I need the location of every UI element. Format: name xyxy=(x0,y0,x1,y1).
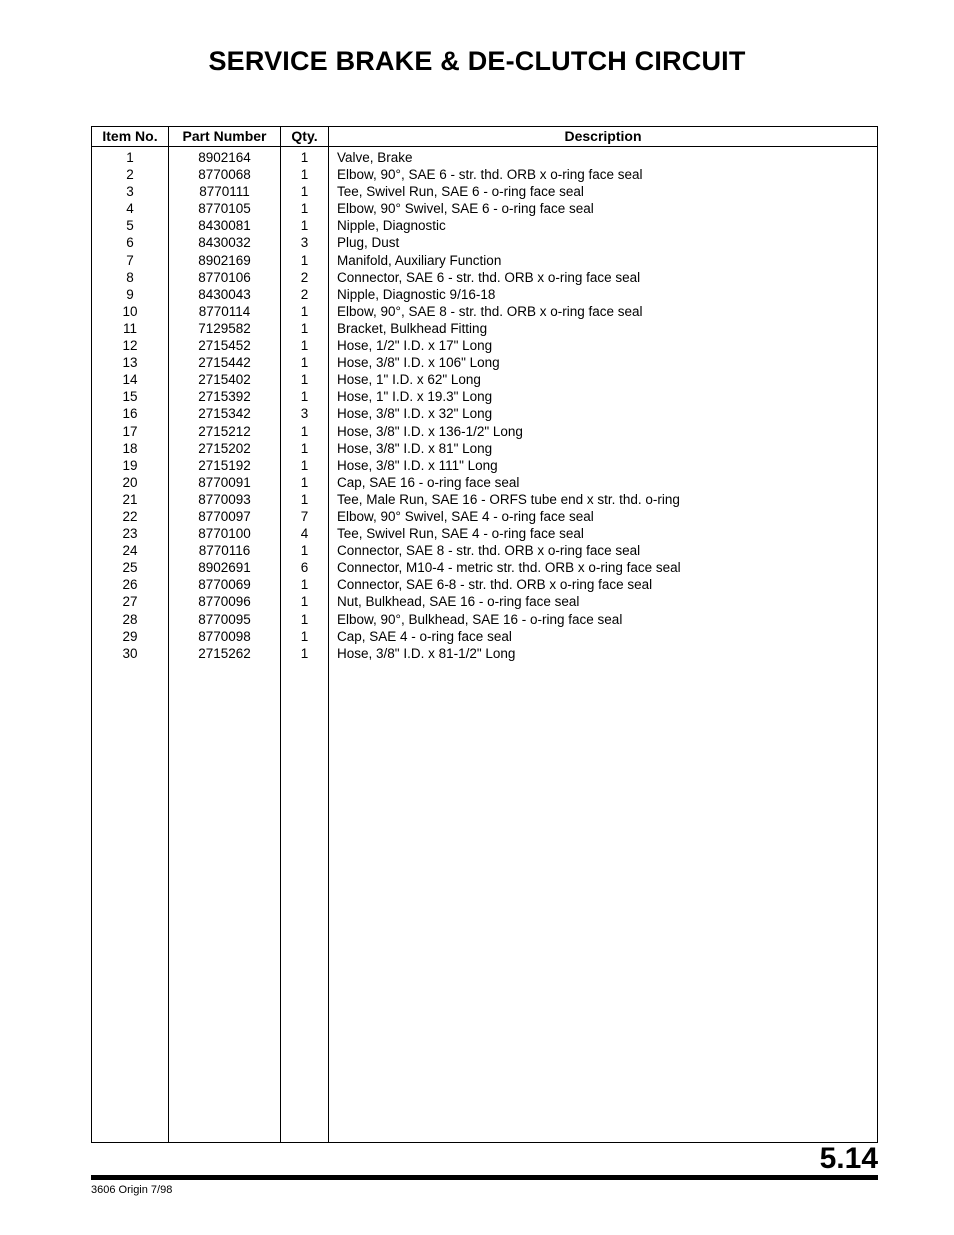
description: Hose, 3/8" I.D. x 136-1/2" Long xyxy=(337,423,523,439)
quantity: 1 xyxy=(300,218,309,234)
part-number: 8770106 xyxy=(198,269,251,285)
description: Hose, 1" I.D. x 19.3" Long xyxy=(337,389,493,405)
part-number: 2715192 xyxy=(198,457,251,473)
part-number: 7129582 xyxy=(198,320,251,336)
description: Hose, 3/8" I.D. x 106" Long xyxy=(337,355,500,371)
item-number: 15 xyxy=(122,389,138,405)
quantity: 1 xyxy=(300,491,309,507)
description: Nipple, Diagnostic 9/16-18 xyxy=(337,286,496,302)
item-number: 19 xyxy=(122,457,138,473)
item-number: 6 xyxy=(126,235,134,251)
quantity: 1 xyxy=(300,355,309,371)
part-number: 2715262 xyxy=(198,645,251,661)
table-row xyxy=(92,354,877,371)
part-number: 8770114 xyxy=(198,303,251,319)
item-number: 14 xyxy=(122,372,138,388)
table-row xyxy=(92,525,877,542)
description: Valve, Brake xyxy=(337,150,413,165)
table-row xyxy=(92,491,877,508)
header-item-no: Item No. xyxy=(102,128,158,144)
part-number: 8770068 xyxy=(198,167,251,183)
header-description: Description xyxy=(564,128,642,144)
quantity: 1 xyxy=(300,167,309,183)
part-number: 2715402 xyxy=(198,372,251,388)
item-number: 21 xyxy=(122,491,138,507)
part-number: 2715442 xyxy=(198,355,251,371)
description: Hose, 1/2" I.D. x 17" Long xyxy=(337,338,493,354)
table-row xyxy=(92,611,877,628)
description: Connector, SAE 6-8 - str. thd. ORB x o-ring face seal xyxy=(337,577,653,593)
item-number: 9 xyxy=(126,286,134,302)
item-number: 26 xyxy=(122,577,138,593)
part-number: 8770096 xyxy=(198,594,251,610)
table-row xyxy=(92,303,877,320)
item-number: 22 xyxy=(122,508,138,524)
part-number: 8902169 xyxy=(198,252,251,268)
item-number: 5 xyxy=(126,218,134,234)
header-qty: Qty. xyxy=(291,128,318,144)
quantity: 7 xyxy=(300,508,309,524)
quantity: 1 xyxy=(300,184,309,200)
table-row xyxy=(92,593,877,610)
part-number: 8770093 xyxy=(198,491,251,507)
item-number: 29 xyxy=(122,628,138,644)
item-number: 12 xyxy=(122,338,138,354)
description: Cap, SAE 4 - o-ring face seal xyxy=(337,628,512,644)
table-row xyxy=(92,474,877,491)
description: Manifold, Auxiliary Function xyxy=(337,252,502,268)
description: Connector, SAE 6 - str. thd. ORB x o-ring face seal xyxy=(337,269,641,285)
description: Hose, 3/8" I.D. x 81" Long xyxy=(337,440,493,456)
description: Cap, SAE 16 - o-ring face seal xyxy=(337,474,520,490)
quantity: 3 xyxy=(300,406,309,422)
table-row xyxy=(92,628,877,645)
quantity: 1 xyxy=(300,474,309,490)
item-number: 30 xyxy=(122,645,138,661)
part-number: 8430032 xyxy=(198,235,251,251)
quantity: 4 xyxy=(300,526,309,542)
footer-rule xyxy=(91,1175,878,1180)
item-number: 27 xyxy=(122,594,138,610)
description: Nipple, Diagnostic xyxy=(337,218,446,234)
table-row xyxy=(92,200,877,217)
part-number: 8770095 xyxy=(198,611,251,627)
quantity: 1 xyxy=(300,303,309,319)
table-row xyxy=(92,234,877,251)
item-number: 1 xyxy=(126,150,134,165)
part-number: 8430081 xyxy=(198,218,251,234)
part-number: 2715392 xyxy=(198,389,251,405)
table-row xyxy=(92,559,877,576)
table-row xyxy=(92,371,877,388)
header-part-number: Part Number xyxy=(182,128,267,144)
table-row xyxy=(92,337,877,354)
quantity: 3 xyxy=(300,235,309,251)
part-number: 8770105 xyxy=(198,201,251,217)
item-number: 18 xyxy=(122,440,138,456)
table-row xyxy=(92,183,877,200)
description: Bracket, Bulkhead Fitting xyxy=(337,320,488,336)
part-number: 8770098 xyxy=(198,628,251,644)
table-row xyxy=(92,269,877,286)
part-number: 8770100 xyxy=(198,526,251,542)
table-header xyxy=(92,127,877,147)
quantity: 1 xyxy=(300,628,309,644)
item-number: 24 xyxy=(122,543,138,559)
item-number: 17 xyxy=(122,423,138,439)
item-number: 7 xyxy=(126,252,134,268)
description: Elbow, 90°, SAE 6 - str. thd. ORB x o-ring face seal xyxy=(337,167,643,183)
description: Tee, Male Run, SAE 16 - ORFS tube end x str. thd. o-ring xyxy=(337,491,680,507)
table-row xyxy=(92,252,877,269)
quantity: 1 xyxy=(300,252,309,268)
description: Elbow, 90° Swivel, SAE 4 - o-ring face seal xyxy=(337,508,594,524)
item-number: 28 xyxy=(122,611,138,627)
quantity: 1 xyxy=(300,611,309,627)
description: Elbow, 90°, SAE 8 - str. thd. ORB x o-ring face seal xyxy=(337,303,643,319)
description: Hose, 3/8" I.D. x 32" Long xyxy=(337,406,493,422)
table-row xyxy=(92,423,877,440)
table-row xyxy=(92,440,877,457)
quantity: 1 xyxy=(300,389,309,405)
part-number: 2715212 xyxy=(198,423,251,439)
item-number: 4 xyxy=(126,201,134,217)
description: Plug, Dust xyxy=(337,235,400,251)
table-row xyxy=(92,166,877,183)
description: Connector, M10-4 - metric str. thd. ORB x o-ring face seal xyxy=(337,560,681,576)
item-number: 10 xyxy=(122,303,138,319)
part-number: 8902691 xyxy=(198,560,251,576)
quantity: 1 xyxy=(300,372,309,388)
part-number: 2715452 xyxy=(198,338,251,354)
table-row xyxy=(92,217,877,234)
item-number: 20 xyxy=(122,474,138,490)
quantity: 1 xyxy=(300,645,309,661)
description: Hose, 3/8" I.D. x 111" Long xyxy=(337,457,498,473)
quantity: 1 xyxy=(300,543,309,559)
description: Elbow, 90° Swivel, SAE 6 - o-ring face seal xyxy=(337,201,594,217)
table-row xyxy=(92,286,877,303)
quantity: 2 xyxy=(300,286,309,302)
table-row xyxy=(92,320,877,337)
part-number: 8770069 xyxy=(198,577,251,593)
description: Tee, Swivel Run, SAE 4 - o-ring face seal xyxy=(337,526,584,542)
footer-text: 3606 Origin 7/98 xyxy=(91,1184,173,1196)
table-row xyxy=(92,405,877,422)
quantity: 1 xyxy=(300,338,309,354)
table-row xyxy=(92,508,877,525)
part-number: 8770091 xyxy=(198,474,251,490)
description: Connector, SAE 8 - str. thd. ORB x o-ring face seal xyxy=(337,543,641,559)
item-number: 13 xyxy=(122,355,138,371)
quantity: 1 xyxy=(300,423,309,439)
quantity: 1 xyxy=(300,457,309,473)
quantity: 1 xyxy=(300,440,309,456)
table-row xyxy=(92,457,877,474)
table-row xyxy=(92,542,877,559)
part-number: 8770097 xyxy=(198,508,251,524)
description: Tee, Swivel Run, SAE 6 - o-ring face seal xyxy=(337,184,584,200)
part-number: 2715342 xyxy=(198,406,251,422)
quantity: 1 xyxy=(300,201,309,217)
item-number: 8 xyxy=(126,269,134,285)
item-number: 23 xyxy=(122,526,138,542)
description: Hose, 1" I.D. x 62" Long xyxy=(337,372,481,388)
item-number: 16 xyxy=(122,406,138,422)
description: Nut, Bulkhead, SAE 16 - o-ring face seal xyxy=(337,594,580,610)
table-row xyxy=(92,645,877,662)
table-row xyxy=(92,576,877,593)
item-number: 2 xyxy=(126,167,134,183)
description: Elbow, 90°, Bulkhead, SAE 16 - o-ring face seal xyxy=(337,611,623,627)
quantity: 6 xyxy=(300,560,309,576)
table-row xyxy=(92,149,877,166)
part-number: 8770111 xyxy=(199,184,250,200)
description: Hose, 3/8" I.D. x 81-1/2" Long xyxy=(337,645,516,661)
quantity: 1 xyxy=(300,150,309,165)
part-number: 8430043 xyxy=(198,286,251,302)
quantity: 1 xyxy=(300,577,309,593)
quantity: 1 xyxy=(300,320,309,336)
part-number: 8902164 xyxy=(198,150,251,165)
item-number: 11 xyxy=(122,320,137,336)
part-number: 2715202 xyxy=(198,440,251,456)
item-number: 25 xyxy=(122,560,138,576)
section-number: 5.14 xyxy=(819,1142,878,1175)
table-body xyxy=(92,149,877,662)
page-title: SERVICE BRAKE & DE-CLUTCH CIRCUIT xyxy=(208,46,746,76)
quantity: 2 xyxy=(300,269,309,285)
part-number: 8770116 xyxy=(198,543,251,559)
parts-table xyxy=(91,126,878,1143)
item-number: 3 xyxy=(126,184,134,200)
table-row xyxy=(92,388,877,405)
quantity: 1 xyxy=(300,594,309,610)
